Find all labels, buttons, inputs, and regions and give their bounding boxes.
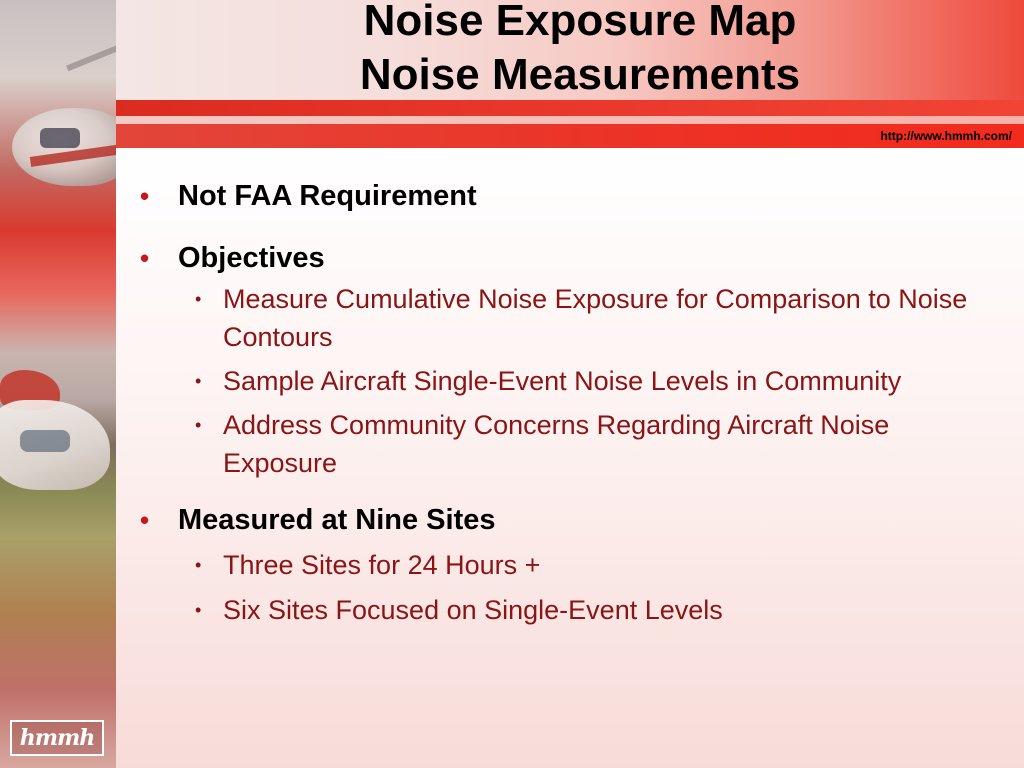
helicopter-window-image: [40, 128, 80, 148]
sub-bullet-icon: •: [195, 600, 202, 620]
sub-bullet-text: Measure Cumulative Noise Exposure for Comparison to Noise Contours: [223, 284, 968, 352]
bullet-text: Not FAA Requirement: [178, 180, 477, 212]
helicopter-rotor-image: [66, 0, 116, 71]
sub-bullet-text: Address Community Concerns Regarding Aircraft Noise Exposure: [223, 410, 890, 478]
sub-bullet-item: [178, 406, 1000, 482]
airplane-window-image: [20, 430, 70, 452]
bullet-item: [140, 240, 1000, 276]
bullet-icon: •: [140, 181, 150, 211]
left-photo-strip: [0, 0, 116, 768]
bullet-icon: •: [140, 243, 150, 273]
website-url: http://www.hmmh.com/: [880, 129, 1012, 143]
sub-bullet-text: Three Sites for 24 Hours +: [223, 550, 541, 580]
sub-bullet-text: Six Sites Focused on Single-Event Levels: [223, 595, 723, 625]
sub-bullet-icon: •: [195, 289, 202, 309]
sub-bullet-icon: •: [195, 555, 202, 575]
sub-bullet-item: [178, 362, 1000, 400]
header-divider: [0, 116, 1024, 124]
sub-bullet-icon: •: [195, 415, 202, 435]
title-line-1: Noise Exposure Map: [363, 0, 797, 45]
hmmh-logo: hmmh: [10, 720, 104, 756]
sub-bullet-item: [178, 591, 1000, 629]
bullet-icon: •: [140, 505, 150, 535]
sub-bullet-item: [178, 546, 1000, 584]
bullet-item: [140, 502, 1000, 538]
sub-bullet-icon: •: [195, 371, 202, 391]
title-line-2: Noise Measurements: [359, 50, 801, 99]
bullet-item: [140, 178, 1000, 214]
sub-bullet-text: Sample Aircraft Single-Event Noise Levels in Community: [223, 366, 902, 396]
header-red-band: [0, 100, 1024, 116]
bullet-list: [140, 178, 1000, 629]
bullet-text: Objectives: [178, 242, 325, 274]
bullet-text: Measured at Nine Sites: [178, 504, 496, 536]
sub-bullet-item: [178, 280, 1000, 356]
slide-title: [230, 0, 930, 102]
header-red-band-lower: [0, 124, 1024, 148]
